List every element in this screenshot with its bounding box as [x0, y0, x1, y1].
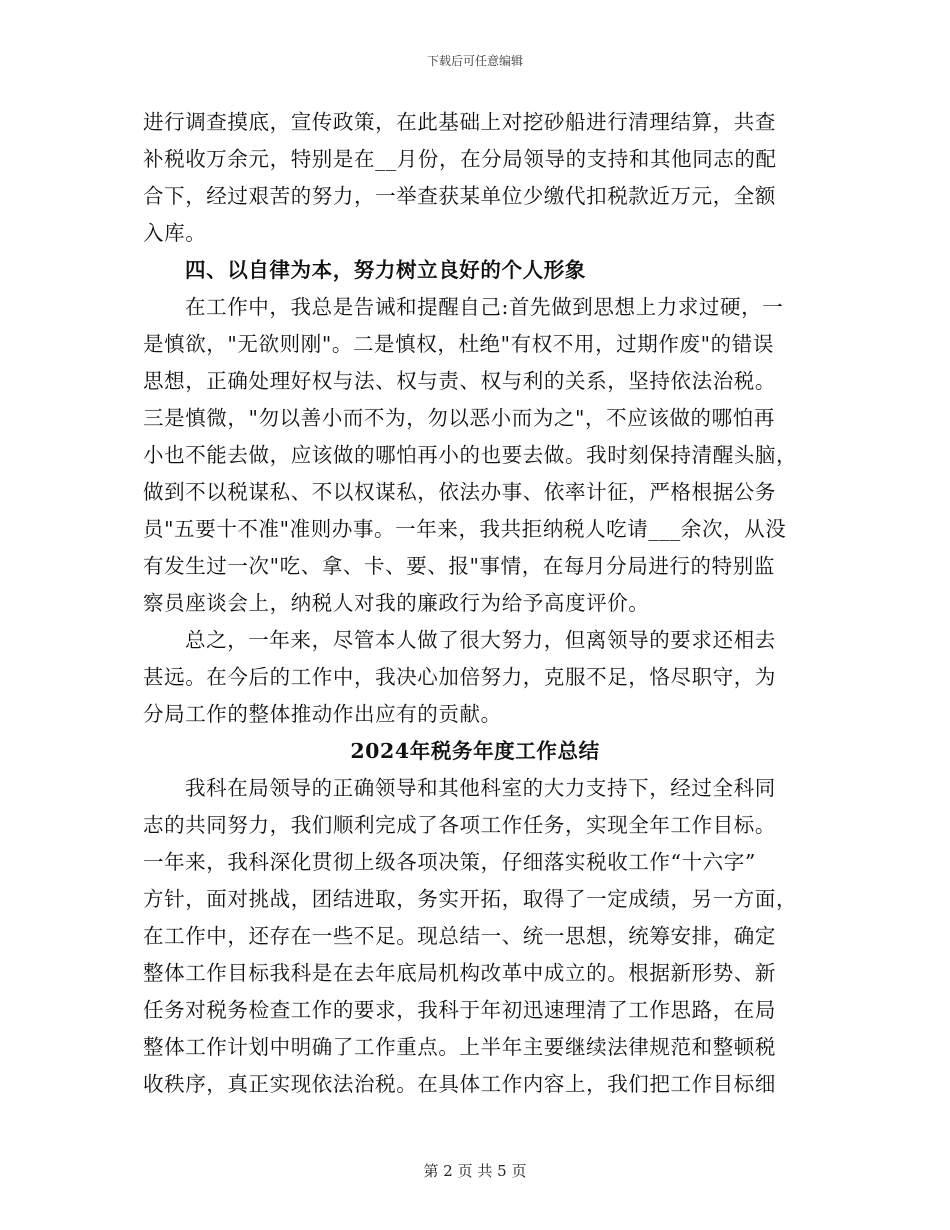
- page-header: 下载后可任意编辑: [426, 54, 523, 68]
- body-line: 在工作中，我总是告诫和提醒自己:首先做到思想上力求过硬，一: [185, 295, 784, 319]
- body-line: 小也不能去做，应该做的哪怕再小的也要去做。我时刻保持清醒头脑，: [143, 443, 798, 467]
- body-line: 合下，经过艰苦的努力，一举查获某单位少缴代扣税款近万元，全额: [143, 184, 776, 208]
- body-line: 有发生过一次"吃、拿、卡、要、报"事情，在每月分局进行的特别监: [143, 554, 775, 578]
- body-line: 员"五要十不准"准则办事。一年来，我共拒纳税人吃请___余次，从没: [143, 517, 787, 541]
- body-line: 任务对税务检查工作的要求，我科于年初迅速理清了工作思路，在局: [143, 998, 776, 1022]
- body-line: 察员座谈会上，纳税人对我的廉政行为给予高度评价。: [143, 591, 650, 615]
- body-line: 在工作中，还存在一些不足。现总结一、统一思想，统筹安排，确定: [143, 924, 776, 948]
- body-line: 思想，正确处理好权与法、权与责、权与利的关系，坚持依法治税。: [143, 369, 776, 393]
- body-line: 甚远。在今后的工作中，我决心加倍努力，克服不足，恪尽职守，为: [143, 665, 776, 689]
- body-line: 补税收万余元，特别是在__月份，在分局领导的支持和其他同志的配: [143, 147, 777, 171]
- document-body: [143, 104, 807, 1103]
- body-line: 是慎欲，"无欲则刚"。二是慎权，杜绝"有权不用，过期作废"的错误: [143, 332, 774, 356]
- section-heading: 四、以自律为本，努力树立良好的个人形象: [185, 258, 586, 282]
- body-line: 整体工作目标我科是在去年底局机构改革中成立的。根据新形势、新: [143, 961, 776, 985]
- body-line: 方针，面对挑战，团结进取，务实开拓，取得了一定成绩，另一方面，: [143, 887, 798, 911]
- body-line: 进行调查摸底，宣传政策，在此基础上对挖砂船进行清理结算，共查: [143, 110, 776, 134]
- body-line: 总之，一年来，尽管本人做了很大努力，但离领导的要求还相去: [185, 628, 776, 652]
- body-line: 分局工作的整体推动作出应有的贡献。: [143, 702, 502, 726]
- body-line: 入库。: [143, 221, 207, 245]
- body-line: 我科在局领导的正确领导和其他科室的大力支持下，经过全科同: [185, 776, 776, 800]
- body-line: 三是慎微，"勿以善小而不为，勿以恶小而为之"，不应该做的哪怕再: [143, 406, 775, 430]
- page-footer: 第 2 页 共 5 页: [423, 1162, 527, 1180]
- body-line: 收秩序，真正实现依法治税。在具体工作内容上，我们把工作目标细: [143, 1072, 776, 1096]
- body-line: 志的共同努力，我们顺利完成了各项工作任务，实现全年工作目标。: [143, 813, 776, 837]
- body-line: 做到不以税谋私、不以权谋私，依法办事、依率计征，严格根据公务: [143, 480, 776, 504]
- body-line: 整体工作计划中明确了工作重点。上半年主要继续法律规范和整顿税: [143, 1035, 776, 1059]
- document-title: 2024年税务年度工作总结: [350, 739, 600, 763]
- body-line: 一年来，我科深化贯彻上级各项决策，仔细落实税收工作“十六字”: [143, 850, 756, 874]
